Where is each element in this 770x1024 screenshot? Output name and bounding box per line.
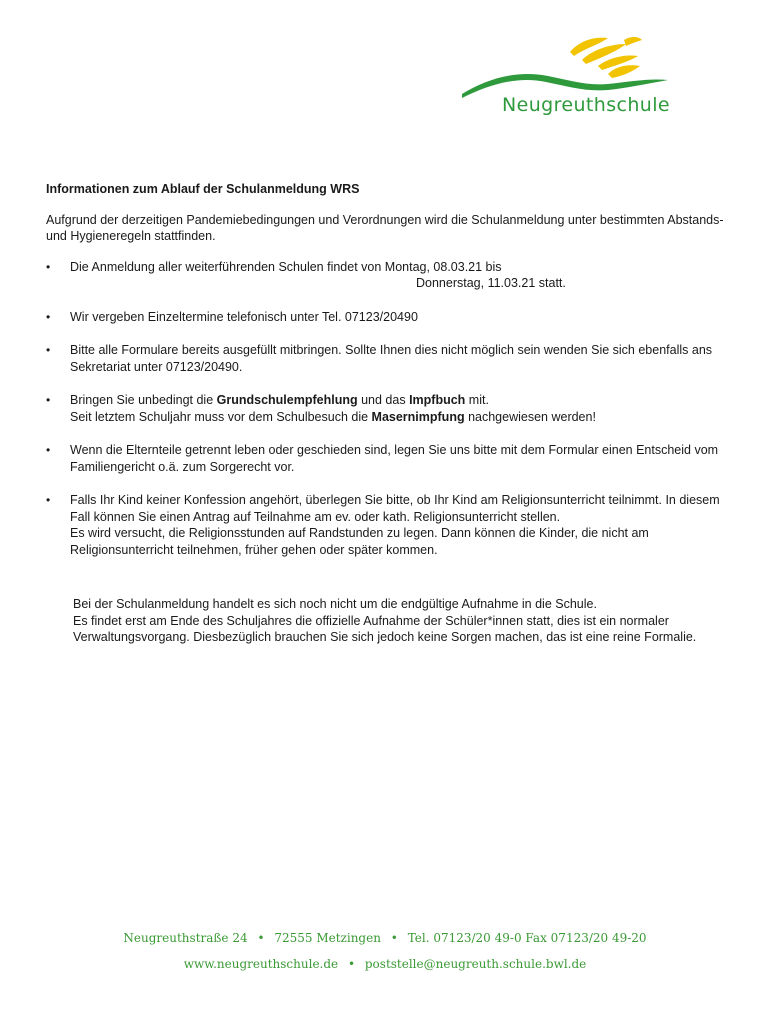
notice-text: Bei der Schulanmeldung handelt es sich noch nicht um die endgültige Aufnahme in die Schule.: [73, 597, 597, 611]
document-title: Informationen zum Ablauf der Schulanmeldung WRS: [46, 182, 360, 196]
document-body: [46, 181, 726, 646]
list-item-text: Falls Ihr Kind keiner Konfession angehört, überlegen Sie bitte, ob Ihr Kind am Religionsunterricht teilnimmt. In diesem Fall können Sie einen Antrag auf Teilnahme am ev. oder kath. Religionsunterricht stellen.: [70, 493, 720, 524]
list-item-text: Wir vergeben Einzeltermine telefonisch unter Tel. 07123/20490: [70, 309, 418, 324]
separator-icon: •: [347, 957, 356, 971]
list-item-text: mit.: [465, 393, 489, 407]
footer-contact: [0, 931, 770, 945]
bullet-icon: •: [46, 393, 51, 407]
list-item-text: Die Anmeldung aller weiterführenden Schulen findet von Montag, 08.03.21 bis: [70, 259, 502, 274]
bullet-icon: •: [46, 343, 51, 357]
list-item-text: Es wird versucht, die Religionsstunden auf Randstunden zu legen. Dann können die Kinder, die nicht am Religionsunterricht teilnehmen, früher gehen oder später kommen.: [70, 526, 649, 557]
footer-address: Neugreuthstraße 24: [123, 931, 248, 945]
email-link[interactable]: poststelle@neugreuth.schule.bwl.de: [364, 957, 587, 971]
list-item: [46, 342, 726, 375]
list-item-text: nachgewiesen werden!: [464, 409, 596, 424]
emphasis-text: Impfbuch: [409, 393, 466, 407]
separator-icon: •: [390, 931, 398, 945]
list-item: [46, 442, 726, 475]
notice-text: Es findet erst am Ende des Schuljahres die offizielle Aufnahme der Schüler*innen statt, dies ist ein normaler Verwaltungsvorgang. Diesbezüglich brauchen Sie sich jedoch keine Sorgen machen, das ist eine reine Formalie.: [73, 613, 697, 644]
bullet-icon: •: [46, 443, 51, 457]
list-item-text: Bringen Sie unbedingt die: [70, 393, 217, 407]
list-item-text: Bitte alle Formulare bereits ausgefüllt mitbringen. Sollte Ihnen dies nicht möglich sein wenden Sie sich ebenfalls ans Sekretariat unter 07123/20490.: [70, 343, 713, 374]
bullet-icon: •: [46, 259, 51, 274]
intro-paragraph: Aufgrund der derzeitigen Pandemiebedingungen und Verordnungen wird die Schulanmeldung unter bestimmten Abstands- und Hygieneregeln stattfinden.: [46, 212, 724, 243]
emphasis-text: Grundschulempfehlung: [216, 393, 358, 407]
footer-phone: Tel. 07123/20 49-0: [407, 931, 522, 945]
list-item-text: Donnerstag, 11.03.21 statt.: [416, 276, 566, 290]
website-link[interactable]: www.neugreuthschule.de: [183, 957, 339, 971]
notice-paragraph: [73, 596, 726, 646]
footer-web: [0, 957, 770, 971]
list-item-text: Wenn die Elternteile getrennt leben oder geschieden sind, legen Sie uns bitte mit dem Formular einen Entscheid vom Familiengericht o.ä. zum Sorgerecht vor.: [70, 443, 719, 474]
school-logo: [458, 30, 678, 120]
bullet-icon: •: [46, 309, 51, 324]
footer-city: 72555 Metzingen: [274, 931, 381, 945]
list-item: [46, 309, 726, 326]
info-list: [46, 259, 726, 559]
list-item: [46, 392, 726, 425]
list-item: [46, 259, 726, 292]
footer-fax: Fax 07123/20 49-20: [525, 931, 647, 945]
list-item-text: und das: [357, 393, 410, 407]
list-item-text: Seit letztem Schuljahr muss vor dem Schulbesuch die: [70, 409, 372, 424]
school-name: Neugreuthschule: [502, 94, 671, 116]
emphasis-text: Masernimpfung: [371, 409, 465, 424]
list-item: [46, 492, 726, 558]
bullet-icon: •: [46, 493, 51, 507]
separator-icon: •: [257, 931, 265, 945]
